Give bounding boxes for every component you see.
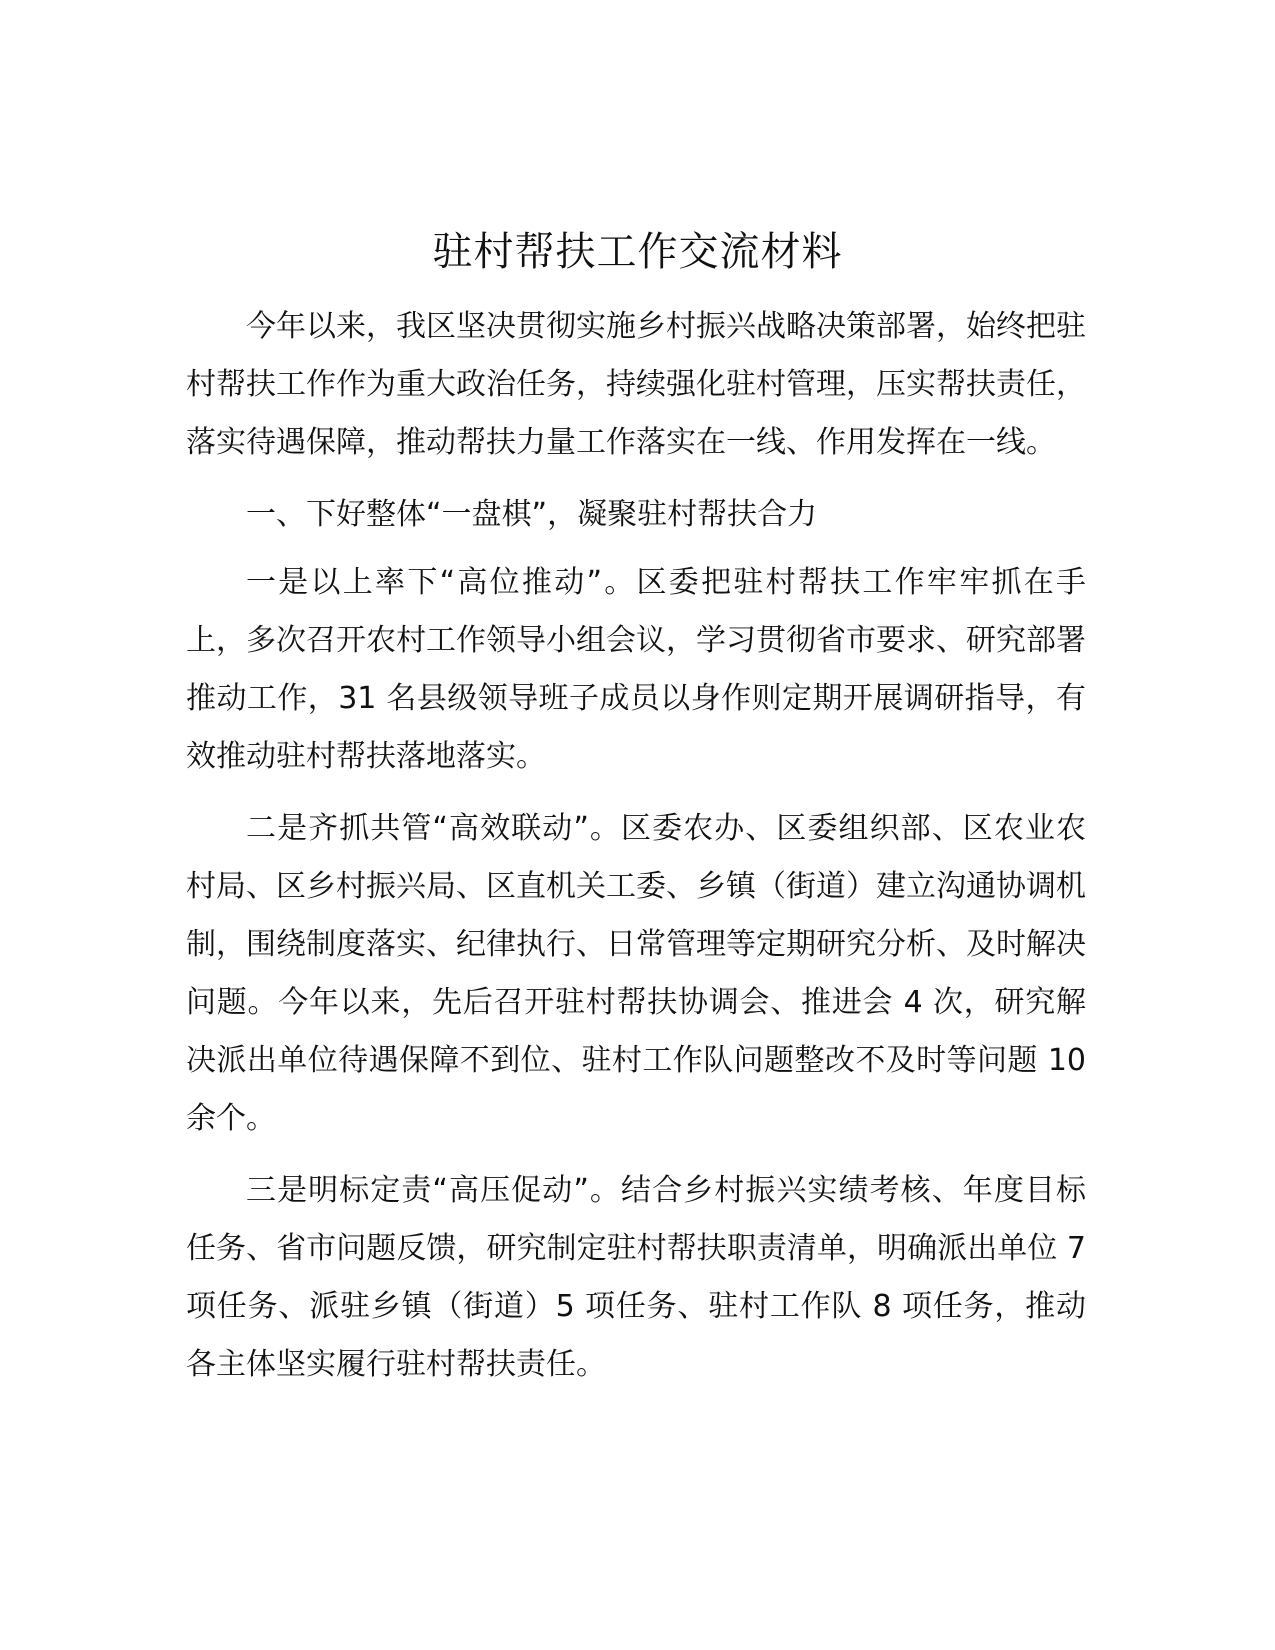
body-paragraph-2: 二是齐抓共管“高效联动”。区委农办、区委组织部、区农业农村局、区乡村振兴局、区直机关工委、乡镇（街道）建立沟通协调机制，围绕制度落实、纪律执行、日常管理等定期研究分析、及时解决问题。今年以来，先后召开驻村帮扶协调会、推进会 4 次，研究解决派出单位待遇保障不到位、驻村工作队问题整改不及时等问题 10 余个。 bbox=[186, 811, 1086, 1136]
section-heading: 一、下好整体“一盘棋”，凝聚驻村帮扶合力 bbox=[246, 497, 818, 532]
intro-paragraph: 今年以来，我区坚决贯彻实施乡村振兴战略决策部署，始终把驻村帮扶工作作为重大政治任务，持续强化驻村管理，压实帮扶责任，落实待遇保障，推动帮扶力量工作落实在一线、作用发挥在一线。 bbox=[186, 309, 1086, 460]
body-paragraph-3: 三是明标定责“高压促动”。结合乡村振兴实绩考核、年度目标任务、省市问题反馈，研究制定驻村帮扶职责清单，明确派出单位 7 项任务、派驻乡镇（街道）5 项任务、驻村工作队 8 项任务，推动各主体坚实履行驻村帮扶责任。 bbox=[186, 1173, 1086, 1382]
document-title: 驻村帮扶工作交流材料 bbox=[432, 229, 843, 275]
document-body bbox=[186, 298, 1086, 1408]
body-paragraph-1: 一是以上率下“高位推动”。区委把驻村帮扶工作牢牢抓在手上，多次召开农村工作领导小组会议，学习贯彻省市要求、研究部署推动工作，31 名县级领导班子成员以身作则定期开展调研指导，有效推动驻村帮扶落地落实。 bbox=[186, 565, 1086, 774]
